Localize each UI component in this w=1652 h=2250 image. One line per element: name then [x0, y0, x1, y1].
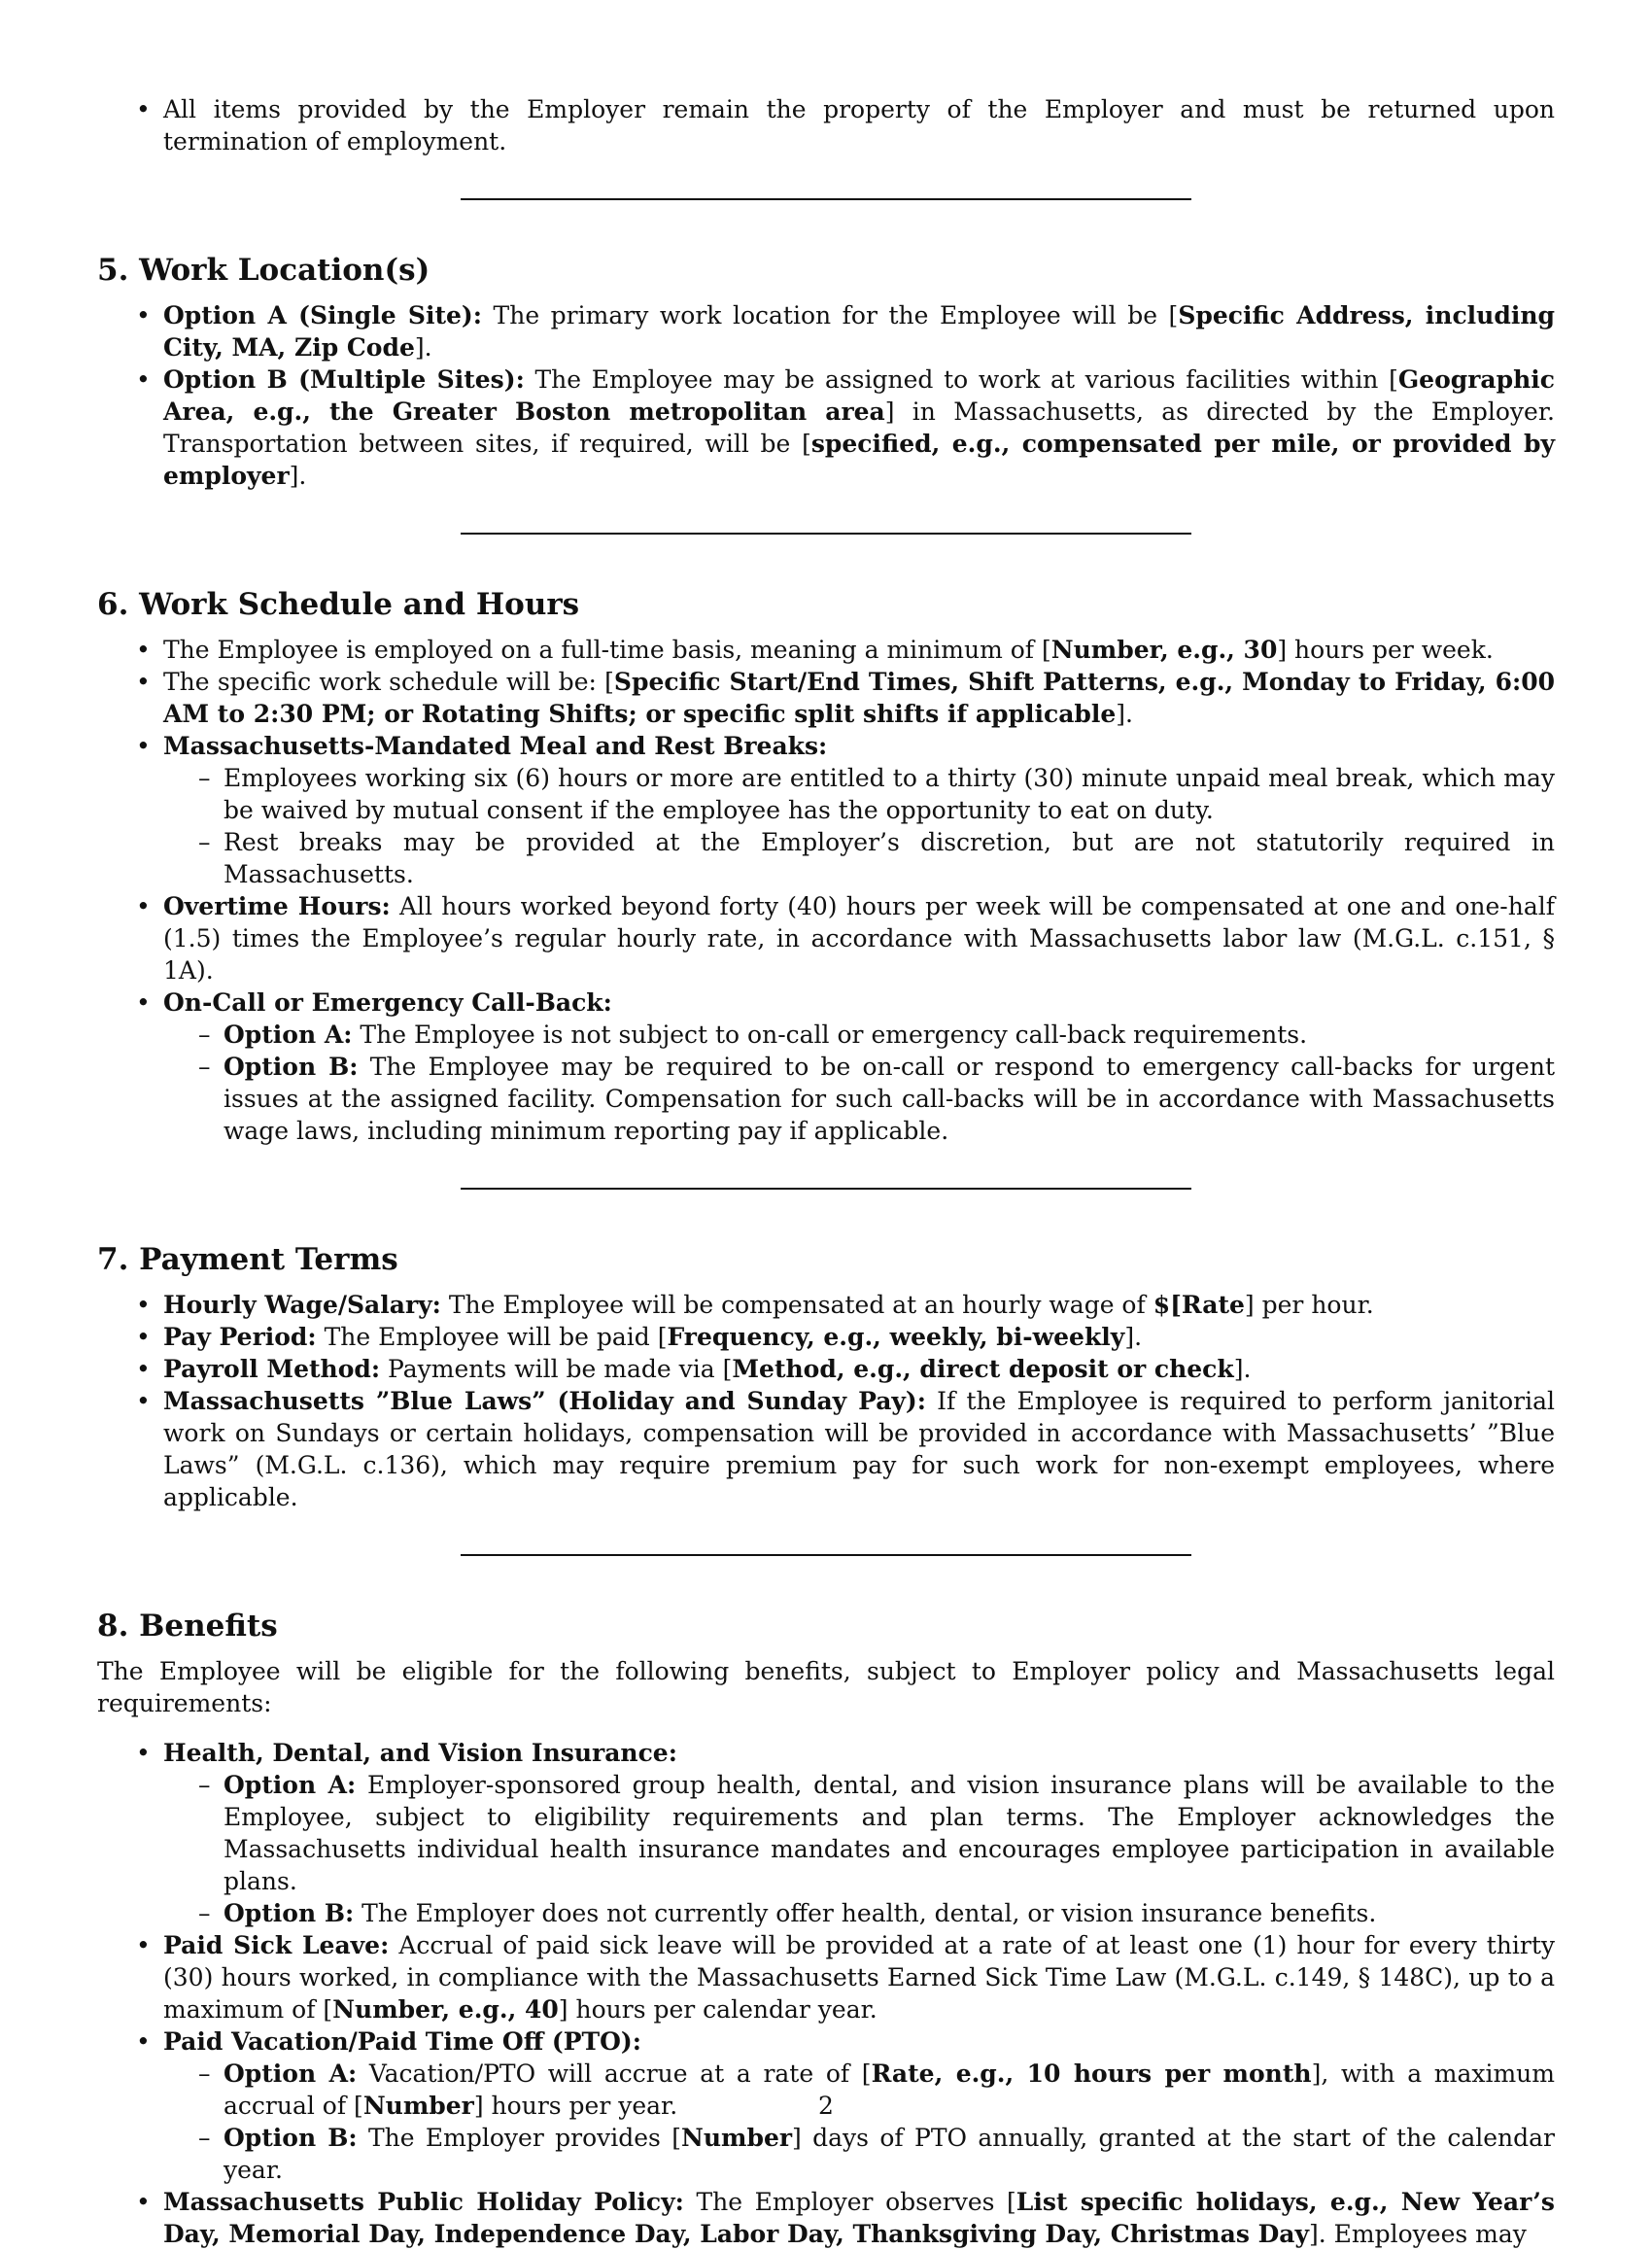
- list-item: • Option A (Single Site): The primary work location for the Employee will be [Specific Address, including City, MA, Zip Code].: [97, 299, 1555, 363]
- list-item: • Massachusetts-Mandated Meal and Rest Breaks: – Employees working six (6) hours or more are entitled to a thirty (30) minute unpaid meal break, which may be waived by mutual consent if the employee has the opportunity to eat on duty. – Rest breaks may be provided at the Employer’s discretion, but are not statutorily required in Massachusetts.: [97, 730, 1555, 890]
- section-divider: [461, 1554, 1191, 1556]
- sublist-item: – Option B: The Employer provides [Number] days of PTO annually, granted at the start of the calendar year.: [163, 2122, 1555, 2186]
- sublist-item: – Option A: Employer-sponsored group health, dental, and vision insurance plans will be available to the Employee, subject to eligibility requirements and plan terms. The Employer acknowledges the Massachusetts individual health insurance mandates and encourages employee participation in available plans.: [163, 1769, 1555, 1897]
- page-number: 2: [818, 2092, 834, 2120]
- sublist-item: – Option A: Vacation/PTO will accrue at a rate of [Rate, e.g., 10 hours per month], with a maximum accrual of [Number] hours per year.: [163, 2058, 1555, 2122]
- benefits-intro: The Employee will be eligible for the following benefits, subject to Employer policy and Massachusetts legal requirements:: [97, 1657, 1555, 1717]
- list-item: • The Employee is employed on a full-time basis, meaning a minimum of [Number, e.g., 30] hours per week.: [97, 634, 1555, 666]
- section-heading-work-schedule: 6. Work Schedule and Hours: [97, 587, 580, 622]
- sublist-item: – Employees working six (6) hours or more are entitled to a thirty (30) minute unpaid meal break, which may be waived by mutual consent if the employee has the opportunity to eat on duty.: [163, 762, 1555, 826]
- list-item: • On-Call or Emergency Call-Back: – Option A: The Employee is not subject to on-call or emergency call-back requirements. – Option B: The Employee may be required to be on-call or respond to emergency call-backs for urgent issues at the assigned facility. Compensation for such call-backs will be in accordance with Massachusetts wage laws, including minimum reporting pay if applicable.: [97, 987, 1555, 1147]
- work-location-list: [97, 299, 1555, 492]
- list-item: • Massachusetts Public Holiday Policy: The Employer observes [List specific holidays, e.g., New Year’s Day, Memorial Day, Independence Day, Labor Day, Thanksgiving Day, Christmas Day]. Employees may: [97, 2186, 1555, 2250]
- list-item: • All items provided by the Employer remain the property of the Employer and must be returned upon termination of employment.: [97, 93, 1555, 157]
- list-item: • The specific work schedule will be: [Specific Start/End Times, Shift Patterns, e.g., Monday to Friday, 6:00 AM to 2:30 PM; or Rotating Shifts; or specific split shifts if applicable].: [97, 666, 1555, 730]
- insurance-sublist: [163, 1769, 1555, 1929]
- payment-terms-list: [97, 1289, 1555, 1513]
- pto-sublist: [163, 2058, 1555, 2186]
- meal-break-sublist: [163, 762, 1555, 890]
- list-item: • Payroll Method: Payments will be made via [Method, e.g., direct deposit or check].: [97, 1353, 1555, 1385]
- sublist-item: – Option B: The Employee may be required to be on-call or respond to emergency call-backs for urgent issues at the assigned facility. Compensation for such call-backs will be in accordance with Massachusetts wage laws, including minimum reporting pay if applicable.: [163, 1051, 1555, 1147]
- section-divider: [461, 533, 1191, 535]
- list-item: • Paid Vacation/Paid Time Off (PTO): – Option A: Vacation/PTO will accrue at a rate of [Rate, e.g., 10 hours per month], with a maximum accrual of [Number] hours per year. – Option B: The Employer provides [Number] days of PTO annually, granted at the start of the calendar year.: [97, 2025, 1555, 2186]
- section-heading-work-location: 5. Work Location(s): [97, 253, 430, 288]
- list-item: • Hourly Wage/Salary: The Employee will be compensated at an hourly wage of $[Rate] per hour.: [97, 1289, 1555, 1321]
- section-divider: [461, 198, 1191, 200]
- list-item: • Option B (Multiple Sites): The Employee may be assigned to work at various facilities within [Geographic Area, e.g., the Greater Boston metropolitan area] in Massachusetts, as directed by the Employer. Transportation between sites, if required, will be [specified, e.g., compensated per mile, or provided by employer].: [97, 363, 1555, 492]
- sublist-item: – Option B: The Employer does not currently offer health, dental, or vision insurance benefits.: [163, 1897, 1555, 1929]
- list-item: • Health, Dental, and Vision Insurance: – Option A: Employer-sponsored group health, dental, and vision insurance plans will be available to the Employee, subject to eligibility requirements and plan terms. The Employer acknowledges the Massachusetts individual health insurance mandates and encourages employee participation in available plans. – Option B: The Employer does not currently offer health, dental, or vision insurance benefits.: [97, 1737, 1555, 1929]
- property-list: [97, 93, 1555, 157]
- sublist-item: – Option A: The Employee is not subject to on-call or emergency call-back requirements.: [163, 1019, 1555, 1051]
- on-call-sublist: [163, 1019, 1555, 1147]
- list-item: • Massachusetts ”Blue Laws” (Holiday and Sunday Pay): If the Employee is required to perform janitorial work on Sundays or certain holidays, compensation will be provided in accordance with Massachusetts’ ”Blue Laws” (M.G.L. c.136), which may require premium pay for such work for non-exempt employees, where applicable.: [97, 1385, 1555, 1513]
- list-item: • Overtime Hours: All hours worked beyond forty (40) hours per week will be compensated at one and one-half (1.5) times the Employee’s regular hourly rate, in accordance with Massachusetts labor law (M.G.L. c.151, § 1A).: [97, 890, 1555, 987]
- work-schedule-list: [97, 634, 1555, 1147]
- section-heading-payment-terms: 7. Payment Terms: [97, 1242, 398, 1277]
- list-item: • Pay Period: The Employee will be paid [Frequency, e.g., weekly, bi-weekly].: [97, 1321, 1555, 1353]
- list-item: • Paid Sick Leave: Accrual of paid sick leave will be provided at a rate of at least one (1) hour for every thirty (30) hours worked, in compliance with the Massachusetts Earned Sick Time Law (M.G.L. c.149, § 148C), up to a maximum of [Number, e.g., 40] hours per calendar year.: [97, 1929, 1555, 2025]
- sublist-item: – Rest breaks may be provided at the Employer’s discretion, but are not statutorily required in Massachusetts.: [163, 826, 1555, 890]
- document-page: [97, 93, 1555, 2250]
- section-heading-benefits: 8. Benefits: [97, 1609, 278, 1644]
- section-divider: [461, 1188, 1191, 1190]
- benefits-list: [97, 1737, 1555, 2250]
